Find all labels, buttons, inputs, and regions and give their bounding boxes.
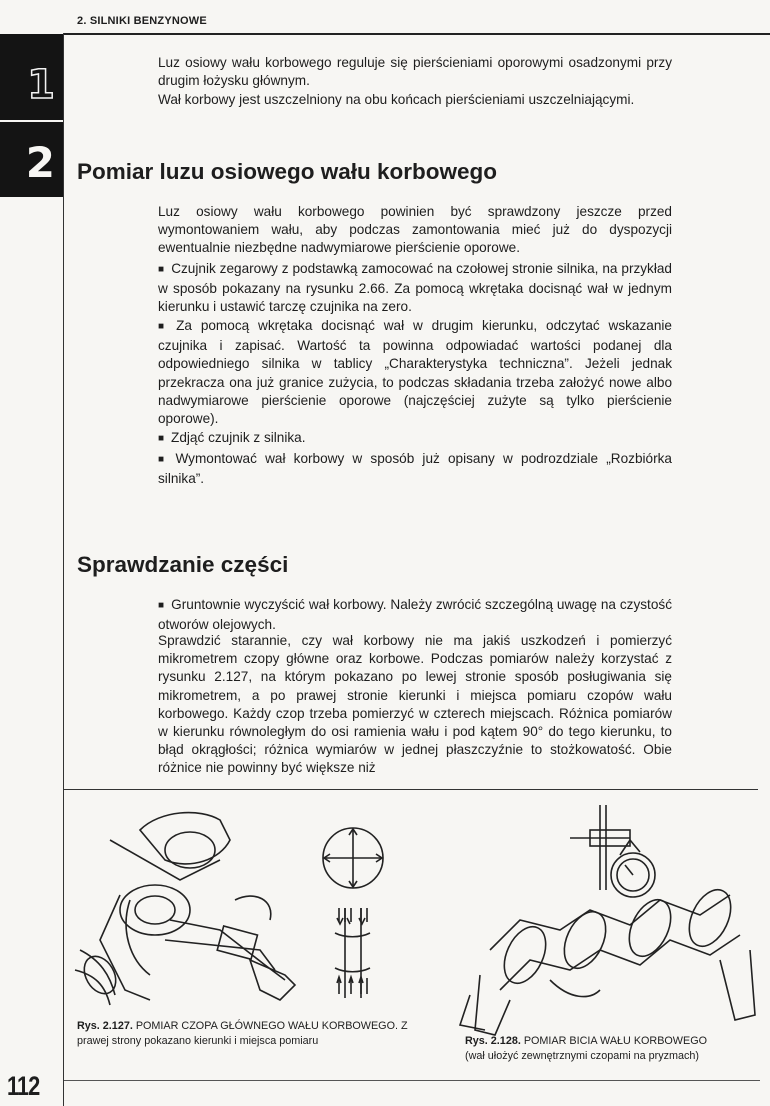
figure-2-128-caption-note: (wał ułożyć zewnętrznymi czopami na pryzmach): [465, 1050, 700, 1062]
bullet-icon: [158, 597, 171, 612]
section1-bullet-3-text: Zdjąć czujnik z silnika.: [171, 430, 306, 445]
bottom-rule: [64, 1080, 760, 1081]
chapter-tab-1: [0, 34, 63, 120]
section1-bullet-2-text: Za pomocą wkrętaka docisnąć wał w drugim kierunku, odczytać wskazanie czujnika i zapisać. Wartość ta powinna odpowiadać wartości podanej dla odpowiedniego silnika w tablicy „Charakterystyka techniczna”. Jeżeli jednak przekracza ona już granice zużycia, to podczas składania trzeba założyć nowe albo nadwymiarowe pierścienie oporowe (najczęściej zużyte są tylko pierścienie oporowe).: [158, 318, 672, 427]
bullet-icon: [158, 261, 171, 276]
section-heading-inspection: Sprawdzanie części: [77, 552, 289, 577]
page-number: 112: [7, 1071, 40, 1101]
running-header: 2. SILNIKI BENZYNOWE: [77, 15, 207, 27]
figure-2-128-number: Rys. 2.128.: [465, 1035, 521, 1047]
section-heading-axial-play: Pomiar luzu osiowego wału korbowego: [77, 159, 498, 184]
figure-2-127-caption-text: POMIAR CZOPA GŁÓWNEGO WAŁU KORBOWEGO. Z prawej strony pokazano kierunki i miejsca pomiaru: [77, 1020, 408, 1047]
figure-2-127-micrometer-illustration: [70, 800, 305, 1010]
section1-bullet-2: [158, 317, 672, 428]
figure-2-128-caption-text: POMIAR BICIA WAŁU KORBOWEGO: [523, 1035, 708, 1047]
section1-bullet-1: [158, 260, 672, 317]
chapter-tab-2: [0, 120, 63, 197]
figure-separator: [64, 789, 758, 790]
intro-paragraph-1: Luz osiowy wału korbowego reguluje się pierścieniami oporowymi osadzonymi przy drugim łożysku głównym.: [158, 55, 672, 89]
margin-rule: [63, 33, 64, 1106]
intro-paragraph-2: Wał korbowy jest uszczelniony na obu końcach pierścieniami uszczelniającymi.: [158, 92, 635, 107]
section2-paragraph: Sprawdzić starannie, czy wał korbowy nie ma jakiś uszkodzeń i pomierzyć mikrometrem czopy główne oraz korbowe. Podczas pomiarów należy korzystać z rysunku 2.127, na którym pokazano po lewej stronie sposób posługiwania się mikrometrem, a po prawej stronie kierunki i miejsca pomiaru czopów wału korbowego. Każdy czop trzeba pomierzyć w czterech miejscach. Różnica pomiarów w kierunku równoległym do osi ramienia wału i pod kątem 90° do tego kierunku, to błąd okrągłości; różnica wymiarów w jednej płaszczyźnie to stożkowatość. Obie różnice nie powinny być większe niż: [158, 633, 672, 776]
figure-2-127-caption: [77, 1019, 409, 1049]
bullet-icon: [158, 318, 176, 333]
section1-bullet-4: [158, 450, 672, 488]
figure-2-127-number: Rys. 2.127.: [77, 1020, 133, 1032]
chapter-tab-1-number: 1: [27, 62, 55, 108]
section1-bullet-4-text: Wymontować wał korbowy w sposób już opisany w podrozdziale „Rozbiórka silnika”.: [158, 451, 672, 487]
figure-2-128-runout-illustration: [450, 800, 760, 1045]
bullet-icon: [158, 430, 171, 445]
header-rule: [64, 33, 770, 35]
section1-bullet-1-text: Czujnik zegarowy z podstawką zamocować na czołowej stronie silnika, na przykład w sposób pokazany na rysunku 2.66. Za pomocą wkrętaka docisnąć wał w jednym kierunku i ustawić tarczę czujnika na zero.: [158, 261, 672, 315]
bullet-icon: [158, 451, 175, 466]
section1-paragraph: Luz osiowy wału korbowego powinien być sprawdzony jeszcze przed wymontowaniem wału, aby podczas zamontowania mieć już do dyspozycji ewentualnie niezbędne nadwymiarowe pierścienie oporowe.: [158, 204, 672, 256]
figure-2-127-measurement-directions: [315, 818, 395, 1018]
section1-bullet-3: [158, 429, 672, 449]
section2-bullet-1-text: Gruntownie wyczyścić wał korbowy. Należy zwrócić szczególną uwagę na czystość otworów olejowych.: [158, 597, 672, 633]
chapter-tab-2-number: 2: [25, 138, 55, 187]
section2-bullet-1: [158, 596, 672, 634]
figure-2-128-caption: [465, 1034, 765, 1064]
